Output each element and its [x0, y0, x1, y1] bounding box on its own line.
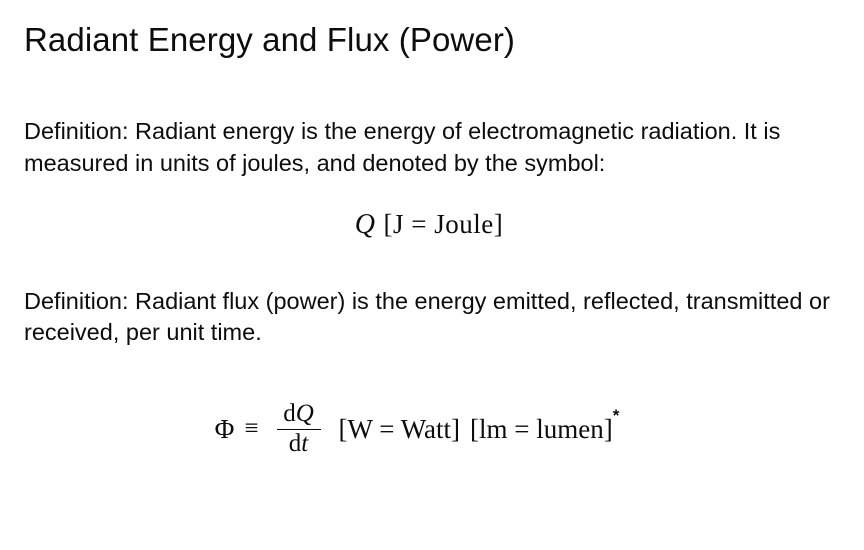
formula-equivalence-sign: ≡ [244, 415, 259, 443]
formula-units-watt: [W = Watt] [338, 414, 461, 445]
denominator-d: d [288, 429, 302, 457]
definition-radiant-energy-text: Definition: Radiant energy is the energy of electromagnetic radiation. It is measured in units of joules, and denoted by the symbol: [24, 118, 781, 176]
formula-units-lumen: [lm = lumen] [470, 414, 613, 445]
denominator-variable-t: t [301, 429, 309, 457]
numerator-d: d [283, 400, 296, 428]
formula-units-group [338, 406, 620, 445]
formula-symbol-Q: Q [354, 208, 376, 240]
footnote-asterisk: * [612, 406, 620, 426]
numerator-variable-Q: Q [295, 400, 314, 428]
page-title: Radiant Energy and Flux (Power) [24, 21, 515, 58]
definition-radiant-flux-text: Definition: Radiant flux (power) is the energy emitted, reflected, transmitted or received, per unit time. [24, 287, 830, 346]
formula-symbol-phi: Φ [214, 413, 235, 444]
fraction-denominator [285, 430, 312, 458]
derivative-fraction [277, 400, 321, 458]
fraction-numerator [279, 400, 318, 428]
formula-radiant-energy [22, 209, 836, 241]
formula-units-joule: [J = Joule] [383, 208, 504, 239]
formula-radiant-flux [22, 400, 836, 458]
